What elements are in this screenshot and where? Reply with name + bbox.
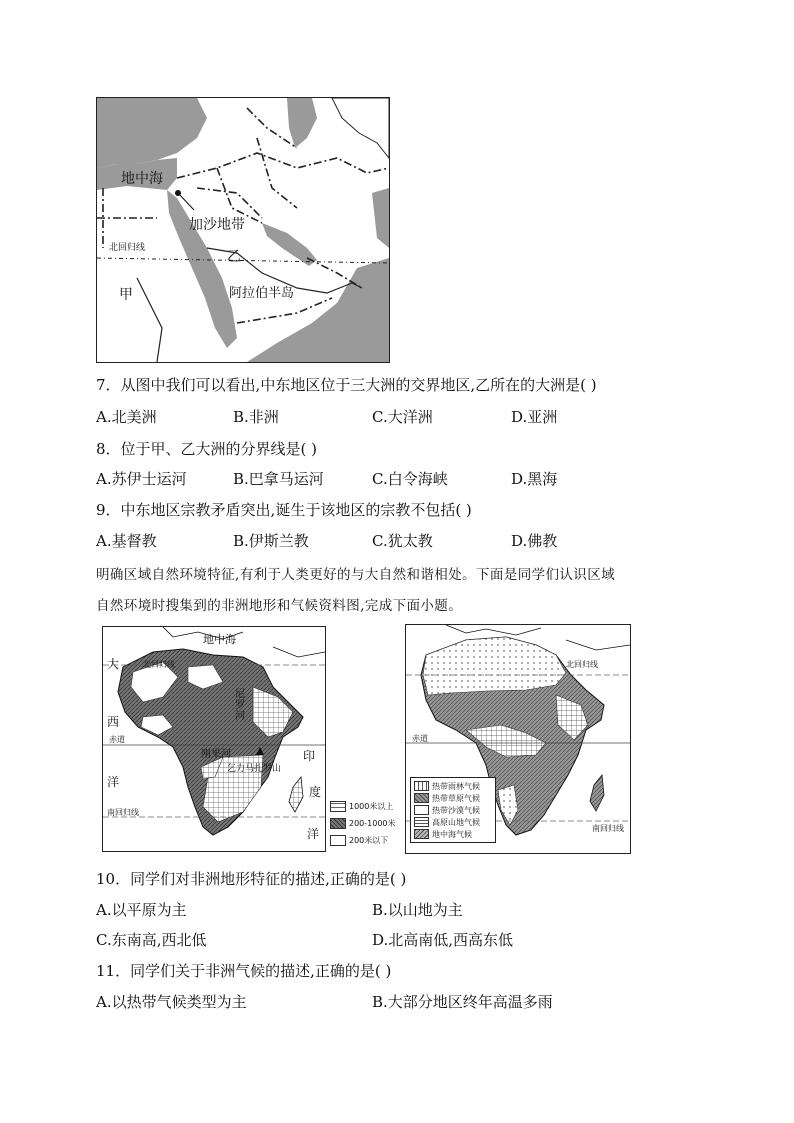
map2-label-yin: 印 <box>303 749 316 763</box>
terrain-legend-item-mid: 200-1000米 <box>330 815 406 832</box>
savanna-swatch-icon <box>414 793 429 803</box>
map3-label-tropic-south: 南回归线 <box>592 824 624 833</box>
map2-label-du: 度 <box>309 785 322 799</box>
question-9-option-d[interactable]: D.佛教 <box>511 532 558 550</box>
desert-swatch-icon <box>414 805 429 815</box>
hatch-swatch-icon <box>330 818 346 829</box>
climate-legend-item-highland: 高原山地气候 <box>414 816 492 828</box>
question-9-stem: 9．中东地区宗教矛盾突出,诞生于该地区的宗教不包括( ) <box>96 501 472 519</box>
question-11-option-a[interactable]: A.以热带气候类型为主 <box>96 993 247 1011</box>
question-7-stem: 7．从图中我们可以看出,中东地区位于三大洲的交界地区,乙所在的大洲是( ) <box>96 376 597 394</box>
grid-swatch-icon <box>330 801 346 812</box>
map3-label-equator: 赤道 <box>412 734 428 743</box>
terrain-legend-item-high: 1000米以上 <box>330 798 406 815</box>
question-8-option-d[interactable]: D.黑海 <box>511 470 558 488</box>
map1-label-gaza: 加沙地带 <box>189 217 245 233</box>
climate-legend-item-rainforest: 热带雨林气候 <box>414 780 492 792</box>
question-9-option-c[interactable]: C.犹太教 <box>372 532 433 550</box>
question-11-option-b[interactable]: B.大部分地区终年高温多雨 <box>372 993 553 1011</box>
map2-label-yang: 洋 <box>107 775 120 789</box>
question-10-option-a[interactable]: A.以平原为主 <box>96 901 187 919</box>
question-8-stem: 8．位于甲、乙大洲的分界线是( ) <box>96 440 318 458</box>
terrain-legend-item-low: 200米以下 <box>330 832 406 849</box>
climate-legend-item-savanna: 热带草原气候 <box>414 792 492 804</box>
question-7-option-d[interactable]: D.亚洲 <box>511 408 558 426</box>
question-7-option-c[interactable]: C.大洋洲 <box>372 408 433 426</box>
question-7-option-b[interactable]: B.非洲 <box>233 408 279 426</box>
question-8-option-b[interactable]: B.巴拿马运河 <box>233 470 324 488</box>
question-10-option-d[interactable]: D.北高南低,西高东低 <box>372 931 514 949</box>
question-7-option-a[interactable]: A.北美洲 <box>96 408 157 426</box>
map1-label-jia: 甲 <box>119 287 133 303</box>
map1-label-tropic-north: 北回归线 <box>109 243 146 253</box>
map2-label-mediterranean: 地中海 <box>203 633 236 646</box>
map3-label-tropic-north: 北回归线 <box>566 660 598 669</box>
map1-label-arabian-peninsula: 阿拉伯半岛 <box>229 286 295 301</box>
terrain-legend <box>330 798 406 850</box>
map2-label-nile: 尼罗河 <box>235 689 245 722</box>
question-10-stem: 10．同学们对非洲地形特征的描述,正确的是( ) <box>96 870 407 888</box>
question-10-option-b[interactable]: B.以山地为主 <box>372 901 463 919</box>
africa-climate-map <box>405 624 631 854</box>
question-8-option-c[interactable]: C.白令海峡 <box>372 470 448 488</box>
map2-label-equator: 赤道 <box>109 735 125 744</box>
question-9-option-b[interactable]: B.伊斯兰教 <box>233 532 309 550</box>
climate-legend-item-desert: 热带沙漠气候 <box>414 804 492 816</box>
map1-label-mediterranean: 地中海 <box>121 171 163 187</box>
map2-label-tropic-north: 北回归线 <box>143 660 175 669</box>
question-8-option-a[interactable]: A.苏伊士运河 <box>96 470 187 488</box>
question-10-option-c[interactable]: C.东南高,西北低 <box>96 931 207 949</box>
climate-legend-item-mediterranean: 地中海气候 <box>414 828 492 840</box>
africa-terrain-map <box>102 626 326 852</box>
middle-east-map <box>96 97 390 363</box>
map2-label-kilimanjaro: 乞力马扎罗山 <box>227 764 282 774</box>
intro-line-2: 自然环境时搜集到的非洲地形和气候资料图,完成下面小题。 <box>96 598 463 614</box>
blank-swatch-icon <box>330 835 346 846</box>
map2-label-xi: 西 <box>107 715 120 729</box>
rainforest-swatch-icon <box>414 781 429 791</box>
map2-label-tropic-south: 南回归线 <box>107 808 139 817</box>
question-11-stem: 11．同学们关于非洲气候的描述,正确的是( ) <box>96 962 392 980</box>
highland-swatch-icon <box>414 817 429 827</box>
map1-label-yi: 乙 <box>227 249 241 265</box>
map2-label-congo: 刚果河 <box>201 749 231 760</box>
map2-label-yang2: 洋 <box>307 827 320 841</box>
map2-label-da: 大 <box>107 657 120 671</box>
mediterranean-swatch-icon <box>414 829 429 839</box>
question-9-option-a[interactable]: A.基督教 <box>96 532 157 550</box>
intro-line-1: 明确区域自然环境特征,有利于人类更好的与大自然和谐相处。下面是同学们认识区域 <box>96 567 615 583</box>
climate-legend <box>410 777 496 843</box>
